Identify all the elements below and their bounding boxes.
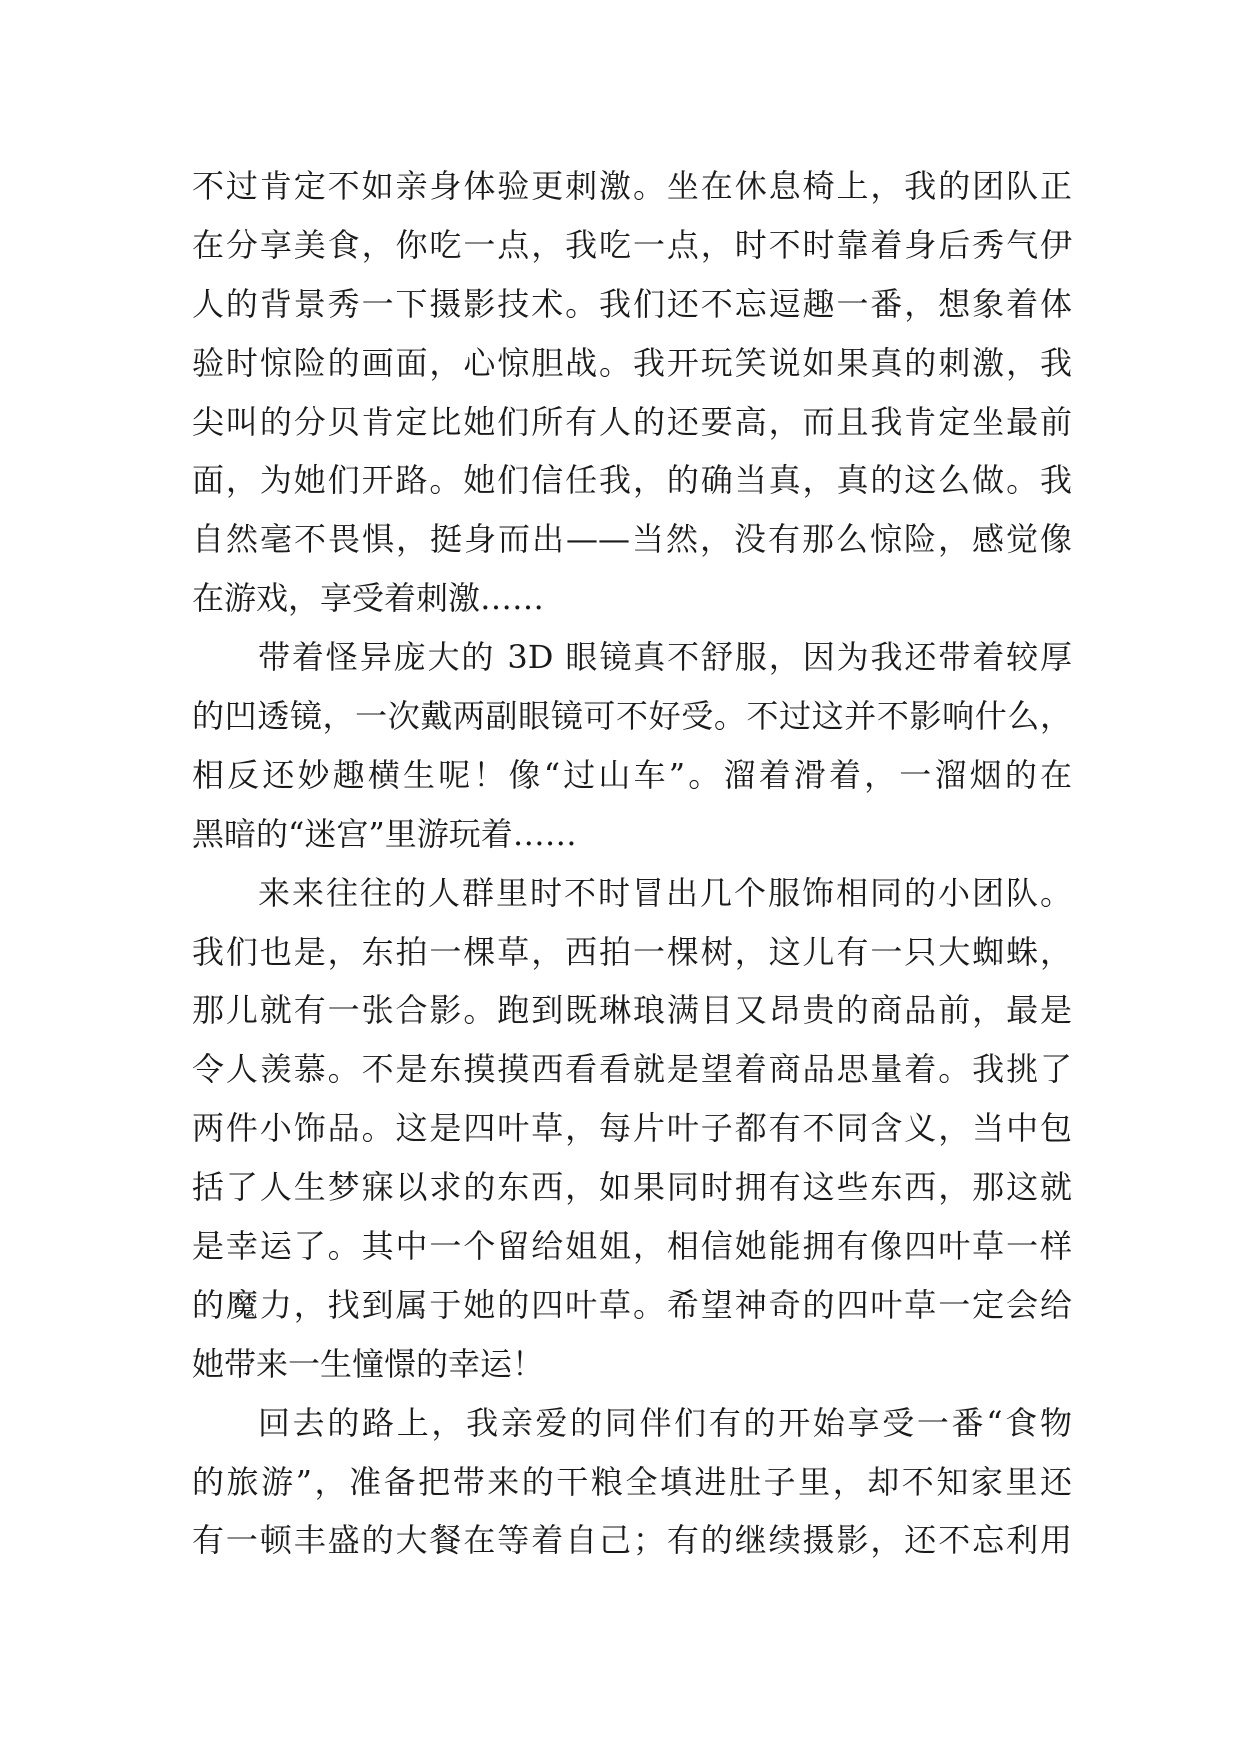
text-line: 括了人生梦寐以求的东西，如果同时拥有这些东西，那这就: [192, 1168, 1072, 1207]
text-line: 在分享美食，你吃一点，我吃一点，时不时靠着身后秀气伊: [192, 225, 1072, 264]
text-line: 的旅游”，准备把带来的干粮全填进肚子里，却不知家里还: [192, 1462, 1072, 1501]
text-line: 那儿就有一张合影。跑到既琳琅满目又昂贵的商品前，最是: [192, 991, 1072, 1030]
text-line: 不过肯定不如亲身体验更刺激。坐在休息椅上，我的团队正: [192, 167, 1072, 205]
text-line: 的魔力，找到属于她的四叶草。希望神奇的四叶草一定会给: [192, 1285, 1072, 1324]
text-line: 是幸运了。其中一个留给姐姐，相信她能拥有像四叶草一样: [192, 1227, 1072, 1266]
text-line: 两件小饰品。这是四叶草，每片叶子都有不同含义，当中包: [192, 1109, 1072, 1148]
text-line: 她带来一生憧憬的幸运！: [192, 1344, 545, 1383]
text-line: 带着怪异庞大的 3D 眼镜真不舒服，因为我还带着较厚: [258, 638, 1072, 677]
text-line: 我们也是，东拍一棵草，西拍一棵树，这儿有一只大蜘蛛，: [192, 932, 1072, 971]
text-line: 人的背景秀一下摄影技术。我们还不忘逗趣一番，想象着体: [192, 284, 1072, 323]
paragraph-4: [192, 1394, 1072, 1571]
text-line: 有一顿丰盛的大餐在等着自己；有的继续摄影，还不忘利用: [192, 1521, 1072, 1560]
text-line: 自然毫不畏惧，挺身而出——当然，没有那么惊险，感觉像: [192, 520, 1072, 559]
paragraph-3: [192, 864, 1072, 1394]
text-line: 相反还妙趣横生呢！像“过山车”。溜着滑着，一溜烟的在: [192, 755, 1072, 794]
text-line: 回去的路上，我亲爱的同伴们有的开始享受一番“食物: [258, 1403, 1072, 1442]
text-line: 验时惊险的画面，心惊胆战。我开玩笑说如果真的刺激，我: [192, 343, 1072, 382]
text-line: 尖叫的分贝肯定比她们所有人的还要高，而且我肯定坐最前: [192, 402, 1072, 441]
document-body: [192, 157, 1072, 1570]
text-line: 在游戏，享受着刺激……: [192, 579, 545, 618]
text-line: 面，为她们开路。她们信任我，的确当真，真的这么做。我: [192, 461, 1072, 500]
text-line: 的凹透镜，一次戴两副眼镜可不好受。不过这并不影响什么，: [192, 697, 1072, 736]
text-line: 令人羡慕。不是东摸摸西看看就是望着商品思量着。我挑了: [192, 1050, 1072, 1089]
paragraph-1: [192, 157, 1072, 628]
text-line: 来来往往的人群里时不时冒出几个服饰相同的小团队。: [258, 873, 1072, 912]
paragraph-2: [192, 628, 1072, 864]
text-line: 黑暗的“迷宫”里游玩着……: [192, 814, 577, 853]
